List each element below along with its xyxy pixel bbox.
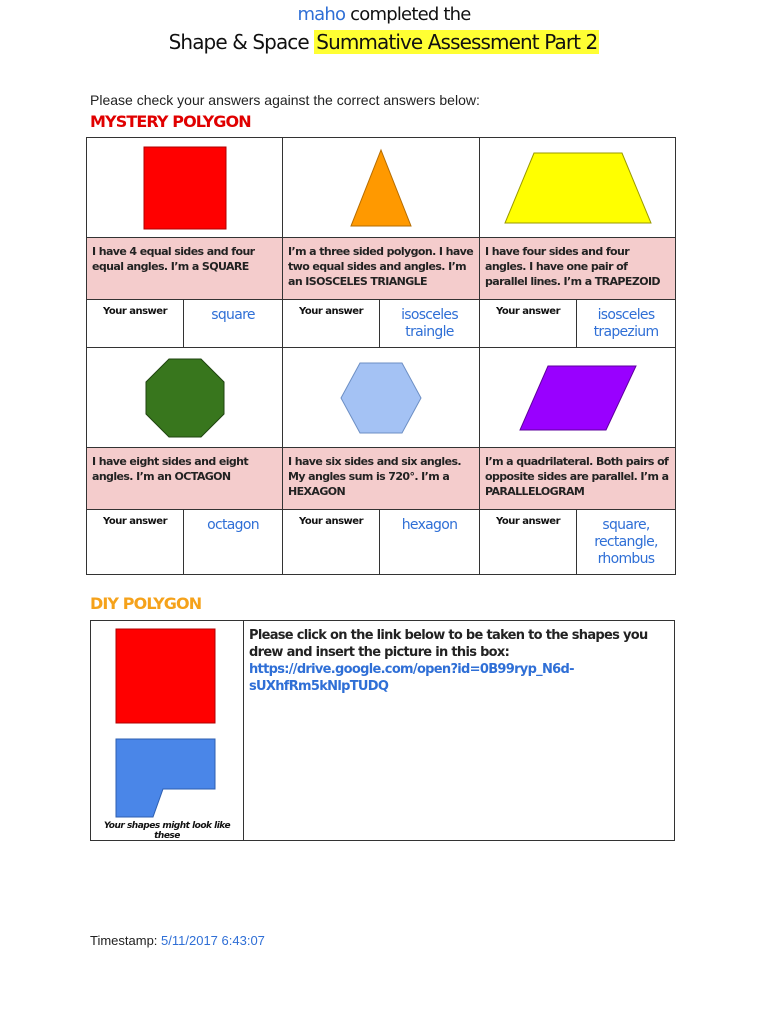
timestamp-label: Timestamp: <box>90 933 158 948</box>
answer-line: traingle <box>405 324 454 340</box>
diy-instructions: Please click on the link below to be taken to the shapes you drew and insert the picture in this box: <box>249 628 648 660</box>
clue-square: I have 4 equal sides and four equal angles. I’m a SQUARE <box>87 238 283 300</box>
your-answer-label: Your answer <box>283 510 380 574</box>
answer-line: isosceles <box>401 307 458 323</box>
answer-value-isosceles-triangle <box>380 300 479 347</box>
diy-example-shapes <box>91 621 244 840</box>
mystery-polygon-table <box>86 137 676 575</box>
answer-line: rectangle, <box>594 534 658 550</box>
answer-row-hexagon <box>283 510 480 574</box>
answer-row-octagon <box>87 510 283 574</box>
answer-value-hexagon <box>380 510 479 574</box>
timestamp-value: 5/11/2017 6:43:07 <box>161 933 265 948</box>
answer-value-square <box>184 300 282 347</box>
title-line-1 <box>0 4 768 25</box>
diy-polygon-heading: DIY POLYGON <box>90 594 202 613</box>
clue-parallelogram: I’m a quadrilateral. Both pairs of opposite sides are parallel. I’m a PARALLELOGRAM <box>480 448 675 510</box>
answer-line: trapezium <box>593 324 659 340</box>
diy-instructions-panel <box>249 627 669 695</box>
clue-octagon: I have eight sides and eight angles. I’m an OCTAGON <box>87 448 283 510</box>
shape-cell-octagon <box>87 348 283 448</box>
clue-hexagon: I have six sides and six angles. My angles sum is 720°. I’m a HEXAGON <box>283 448 480 510</box>
answer-line: octagon <box>207 517 259 533</box>
clue-isosceles-triangle: I’m a three sided polygon. I have two equal sides and angles. I’m an ISOSCELES TRIANGLE <box>283 238 480 300</box>
mystery-polygon-heading: MYSTERY POLYGON <box>90 112 251 131</box>
answer-row-square <box>87 300 283 348</box>
answer-value-parallelogram <box>577 510 675 574</box>
answer-line: square <box>211 307 255 323</box>
answer-line: rhombus <box>597 551 655 567</box>
hexagon-shape <box>339 361 423 435</box>
diy-polygon-box <box>90 620 675 841</box>
answer-row-isosceles-triangle <box>283 300 480 348</box>
completed-text: completed the <box>350 4 471 25</box>
parallelogram-shape <box>518 364 638 432</box>
your-answer-label: Your answer <box>87 300 184 347</box>
your-answer-label: Your answer <box>87 510 184 574</box>
example-blue-polygon <box>116 739 215 817</box>
your-answer-label: Your answer <box>480 300 577 347</box>
shape-cell-square <box>87 138 283 238</box>
clue-trapezoid: I have four sides and four angles. I have one pair of parallel lines. I’m a TRAPEZOID <box>480 238 675 300</box>
answer-value-octagon <box>184 510 282 574</box>
your-answer-label: Your answer <box>480 510 577 574</box>
octagon-shape <box>144 357 226 439</box>
example-red-square <box>116 629 215 723</box>
answer-row-parallelogram <box>480 510 675 574</box>
timestamp <box>90 933 265 948</box>
shape-cell-triangle <box>283 138 480 238</box>
diy-caption: Your shapes might look like these <box>103 821 231 841</box>
answer-line: isosceles <box>597 307 655 323</box>
assessment-prefix: Shape & Space <box>168 30 309 54</box>
shape-cell-parallelogram <box>480 348 675 448</box>
title-line-2 <box>0 30 768 54</box>
answer-line: hexagon <box>401 517 458 533</box>
square-shape <box>143 146 227 230</box>
assessment-title-highlight: Summative Assessment Part 2 <box>316 30 598 54</box>
student-name: maho <box>297 4 346 25</box>
shape-cell-hexagon <box>283 348 480 448</box>
isosceles-triangle-shape <box>349 148 413 228</box>
answer-line: square, <box>602 517 650 533</box>
instruction-text: Please check your answers against the correct answers below: <box>90 92 480 108</box>
trapezoid-shape <box>503 151 653 225</box>
your-answer-label: Your answer <box>283 300 380 347</box>
example-shapes-drawing <box>91 621 243 821</box>
answer-value-trapezoid <box>577 300 675 347</box>
shape-cell-trapezoid <box>480 138 675 238</box>
diy-drive-link[interactable]: https://drive.google.com/open?id=0B99ryp_N6d-sUXhfRm5kNlpTUDQ <box>249 662 574 694</box>
answer-row-trapezoid <box>480 300 675 348</box>
